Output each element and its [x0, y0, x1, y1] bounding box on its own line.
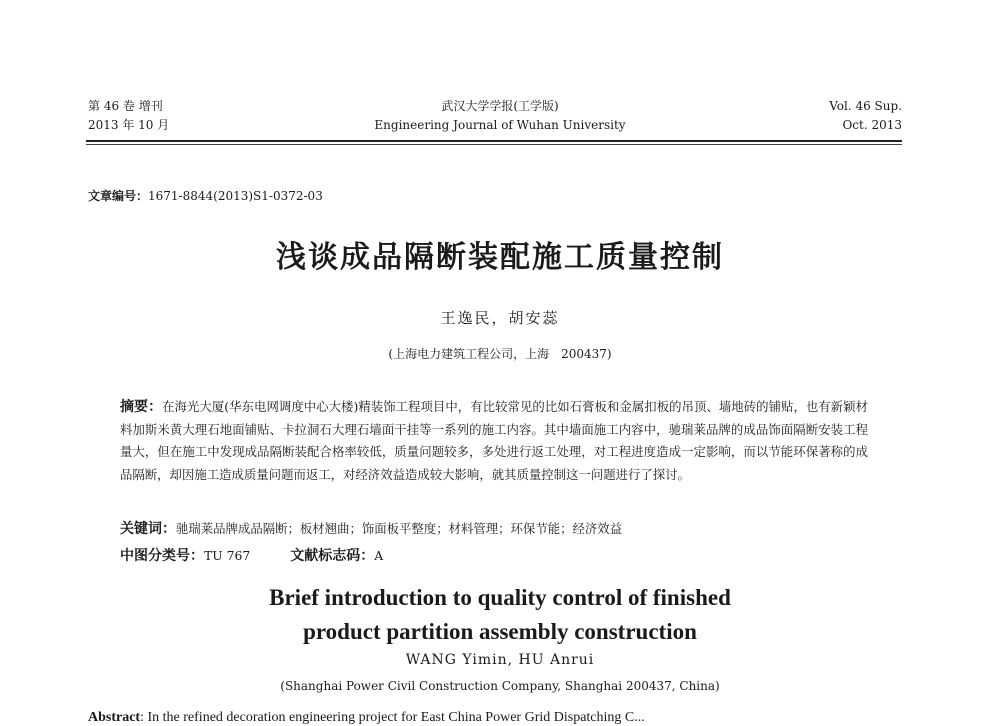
- keywords: [120, 518, 622, 538]
- clc-value: TU 767: [204, 548, 251, 563]
- paper-title-en: [0, 581, 1000, 649]
- keywords-text: 驰瑞莱品牌成品隔断；板材翘曲；饰面板平整度；材料管理；环保节能；经济效益: [176, 521, 623, 536]
- abstract-en: [88, 710, 900, 726]
- journal-name-en: Engineering Journal of Wuhan University: [374, 118, 626, 132]
- paper-title-en-line2: product partition assembly construction: [303, 619, 697, 644]
- volume-issue: 第 46 卷 增刊: [88, 99, 163, 113]
- abstract-cn-text: 在海光大厦(华东电网调度中心大楼)精装饰工程项目中，有比较常见的比如石膏板和金属扣板的吊顶、墙地砖的铺贴，也有新颖材料加斯米黄大理石地面铺贴、卡拉洞石大理石墙面干挂等一系列的施工内容。其中墙面施工内容中，驰瑞莱品牌的成品饰面隔断安装工程量大，但在施工中发现成品隔断装配合格率较低，质量问题较多，多处进行返工处理，对工程进度造成一定影响，而以节能环保著称的成品隔断，却因施工造成质量问题而返工，对经济效益造成较大影响，就其质量控制这一问题进行了探讨。: [120, 399, 868, 482]
- publication-date-en: Oct. 2013: [842, 118, 902, 132]
- affiliation-cn: (上海电力建筑工程公司，上海 200437): [388, 347, 612, 361]
- authors-cn: 王逸民，胡安蕊: [440, 309, 560, 327]
- paper-title-cn: 浅谈成品隔断装配施工质量控制: [276, 240, 724, 275]
- abstract-en-text: : In the refined decoration engineering project for East China Power Grid Dispatching C...: [140, 710, 645, 725]
- abstract-cn-label: 摘要：: [120, 399, 163, 415]
- publication-date-cn: 2013 年 10 月: [88, 118, 170, 132]
- article-number-value: 1671-8844(2013)S1-0372-03: [148, 189, 323, 203]
- authors-en: WANG Yimin, HU Anrui: [405, 652, 595, 668]
- volume-en: Vol. 46 Sup.: [829, 99, 902, 113]
- classification-line: [120, 545, 383, 565]
- journal-volume-info: [88, 97, 169, 135]
- journal-name-cn: 武汉大学学报(工学版): [441, 99, 559, 113]
- keywords-label: 关键词：: [120, 521, 176, 537]
- header-rule-thick: [86, 140, 902, 142]
- header-rule-thin: [86, 144, 902, 145]
- article-number: [88, 187, 323, 204]
- doc-code-value: A: [374, 548, 384, 563]
- journal-name: [300, 97, 700, 135]
- journal-volume-en: [829, 97, 902, 135]
- article-number-label: 文章编号：: [88, 189, 149, 203]
- abstract-cn: [120, 396, 868, 486]
- clc-label: 中图分类号：: [120, 548, 204, 564]
- paper-title-en-line1: Brief introduction to quality control of finished: [269, 585, 731, 610]
- doc-code-label: 文献标志码：: [290, 548, 375, 564]
- affiliation-en: (Shanghai Power Civil Construction Company, Shanghai 200437, China): [280, 679, 720, 693]
- abstract-en-label: Abstract: [88, 710, 141, 725]
